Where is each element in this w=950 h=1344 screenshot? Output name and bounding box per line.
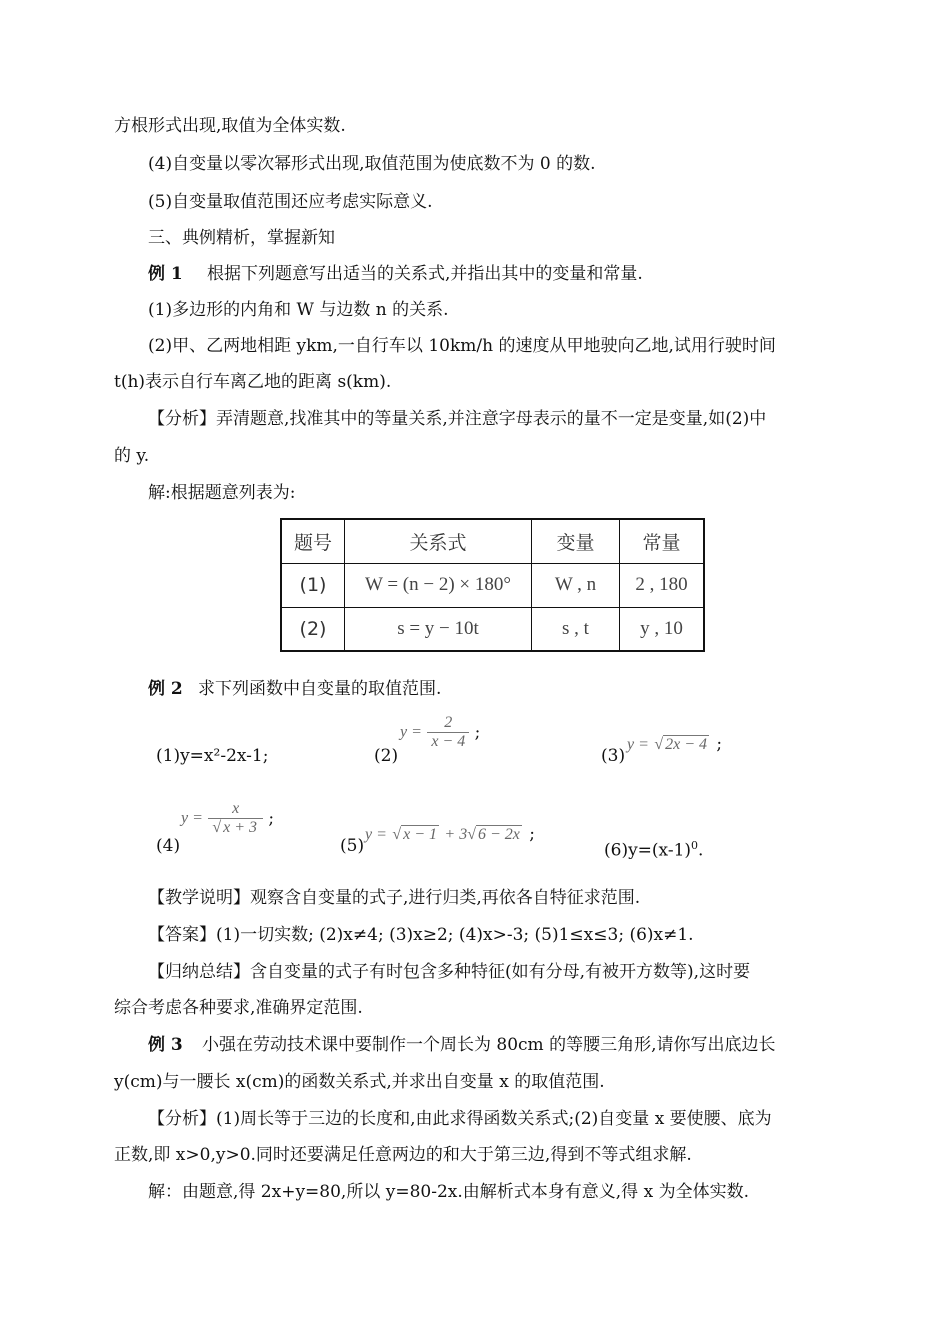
function-item-5-label: (5): [340, 836, 365, 856]
summary-line: 【归纳总结】含自变量的式子有时包含多种特征(如有分母,有被开方数等),这时要: [148, 962, 751, 982]
question-line: (1)多边形的内角和 W 与边数 n 的关系.: [148, 300, 449, 320]
analysis-line: 【分析】弄清题意,找准其中的等量关系,并注意字母表示的量不一定是变量,如(2)中: [148, 409, 767, 429]
table-cell: W , n: [532, 563, 620, 607]
question-line: t(h)表示自行车离乙地的距离 s(km).: [114, 372, 392, 392]
punct: ;: [474, 722, 481, 743]
table-row: [281, 563, 704, 607]
radicand: x − 1: [403, 826, 437, 843]
numerator: 2: [427, 714, 469, 733]
radicand: 2x − 4: [665, 736, 707, 753]
example-label: 例 3: [148, 1035, 183, 1055]
superscript: 0: [691, 839, 699, 852]
example-text: 小强在劳动技术课中要制作一个周长为 80cm 的等腰三角形,请你写出底边长: [202, 1035, 776, 1055]
analysis-line: 【分析】(1)周长等于三边的长度和,由此求得函数关系式;(2)自变量 x 要使腰、底为: [148, 1109, 772, 1129]
expr-lhs: y =: [400, 723, 422, 741]
analysis-line: 的 y.: [114, 446, 150, 466]
teaching-note: 【教学说明】观察含自变量的式子,进行归类,再依各自特征求范围.: [148, 888, 641, 908]
expr-main: (6)y=(x-1): [604, 840, 692, 861]
denominator: x − 4: [431, 733, 466, 750]
answer-line: 【答案】(1)一切实数; (2)x≠4; (3)x≥2; (4)x>-3; (5)1≤x≤3; (6)x≠1.: [148, 925, 694, 945]
example-text: 求下列函数中自变量的取值范围.: [198, 679, 442, 699]
relation-table: [280, 518, 705, 652]
table-cell: 2 , 180: [620, 563, 705, 607]
solution-line: 解:根据题意列表为:: [148, 483, 296, 503]
radical: √ 2x − 4: [654, 736, 707, 753]
example-text: 根据下列题意写出适当的关系式,并指出其中的变量和常量.: [207, 264, 643, 284]
table-header: 题号: [281, 519, 345, 563]
fraction: [427, 714, 469, 751]
function-item-5: [365, 824, 535, 844]
text-line: (4)自变量以零次幂形式出现,取值范围为使底数不为 0 的数.: [148, 154, 596, 174]
numerator: x: [208, 800, 263, 819]
table-cell: (2): [281, 607, 345, 651]
text-line: 方根形式出现,取值为全体实数.: [114, 116, 346, 136]
denominator: √ x + 3: [212, 819, 257, 836]
table-header-row: [281, 519, 704, 563]
punct: ;: [268, 808, 275, 829]
radicand: x + 3: [223, 819, 257, 836]
function-item-2-label: (2): [374, 746, 399, 766]
table-row: [281, 607, 704, 651]
punct: .: [698, 840, 704, 861]
example-text: y(cm)与一腰长 x(cm)的函数关系式,并求出自变量 x 的取值范围.: [114, 1072, 605, 1092]
function-item-4: [181, 800, 274, 837]
function-item-3-label: (3): [601, 746, 626, 766]
function-item-6: [604, 834, 703, 863]
table-cell: y , 10: [620, 607, 705, 651]
table-cell: s = y − 10t: [345, 607, 532, 651]
function-item-4-label: (4): [156, 836, 181, 856]
fraction: [208, 800, 263, 837]
expr-mid: + 3: [444, 826, 468, 843]
solution-line: 解：由题意,得 2x+y=80,所以 y=80-2x.由解析式本身有意义,得 x 为全体实数.: [148, 1182, 749, 1202]
radical: √ x − 1: [392, 826, 437, 843]
table-cell: (1): [281, 563, 345, 607]
table-header: 变量: [532, 519, 620, 563]
table-cell: s , t: [532, 607, 620, 651]
section-heading: 三、典例精析，掌握新知: [148, 228, 335, 248]
function-item-1: (1)y=x²-2x-1;: [156, 746, 269, 766]
text-line: (5)自变量取值范围还应考虑实际意义.: [148, 192, 433, 212]
question-line: (2)甲、乙两地相距 ykm,一自行车以 10km/h 的速度从甲地驶向乙地,试用行驶时间: [148, 336, 776, 356]
radical: √ 6 − 2x: [467, 826, 520, 843]
table-header: 常量: [620, 519, 705, 563]
radicand: 6 − 2x: [477, 826, 520, 843]
punct: ;: [716, 734, 723, 754]
function-item-3: [627, 734, 722, 754]
function-item-2: [400, 714, 480, 751]
analysis-line: 正数,即 x>0,y>0.同时还要满足任意两边的和大于第三边,得到不等式组求解.: [114, 1145, 692, 1165]
example-label: 例 2: [148, 679, 183, 699]
table-cell: W = (n − 2) × 180°: [345, 563, 532, 607]
table-header: 关系式: [345, 519, 532, 563]
example-label: 例 1: [148, 264, 183, 284]
expr-lhs: y =: [365, 826, 387, 843]
expr-lhs: y =: [627, 736, 649, 753]
punct: ;: [529, 824, 536, 844]
summary-line: 综合考虑各种要求,准确界定范围.: [114, 998, 363, 1018]
expr-lhs: y =: [181, 809, 203, 827]
